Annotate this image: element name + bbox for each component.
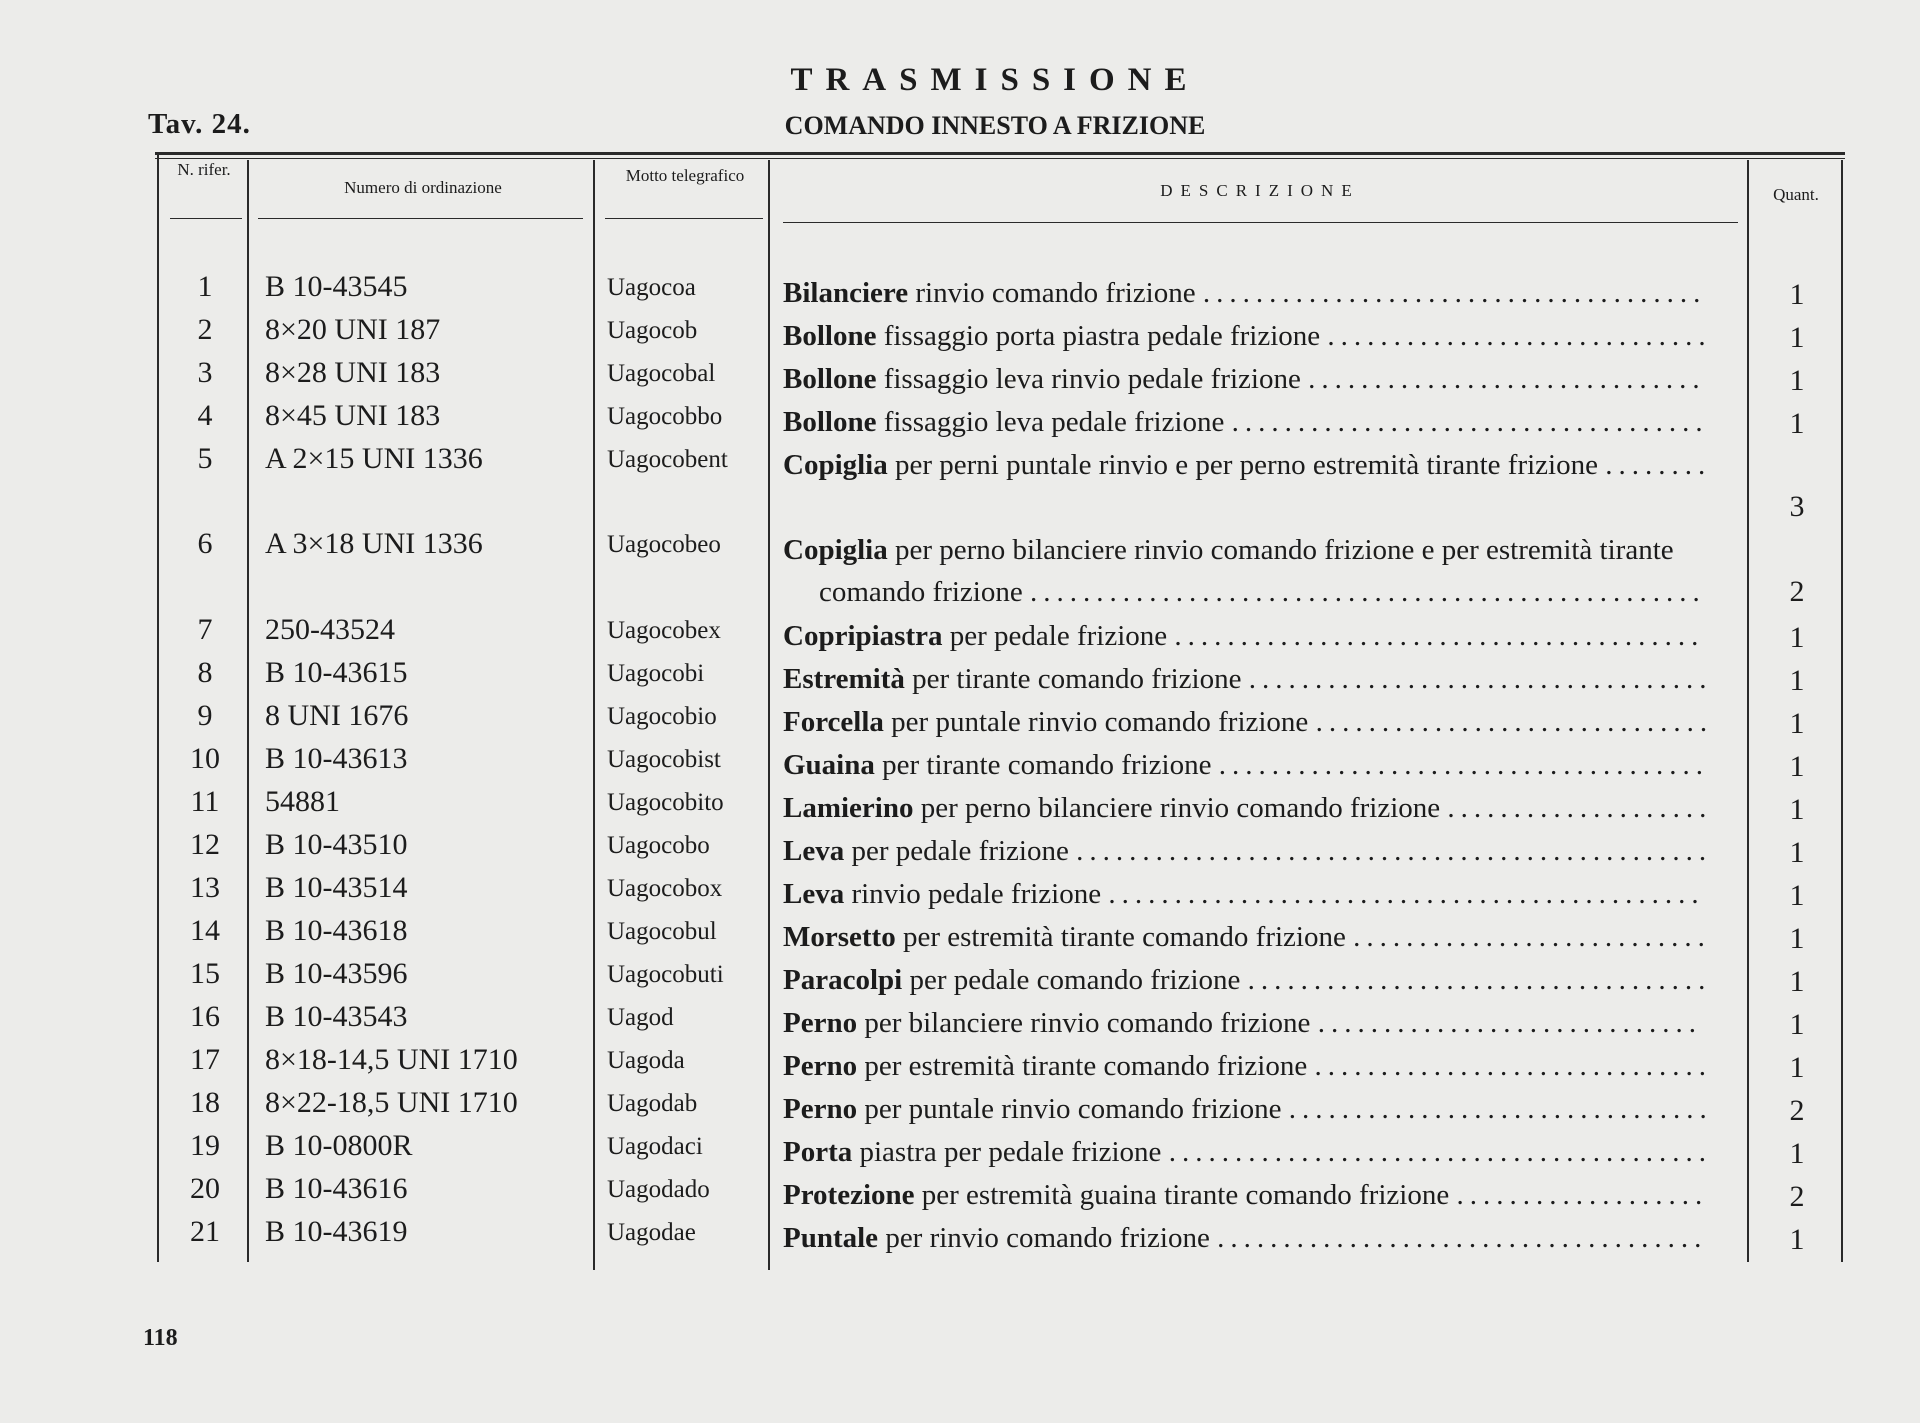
leader-dots: ............................. <box>1327 320 1712 352</box>
leader-dots: .................................... <box>1231 406 1709 438</box>
table-row <box>0 1043 1920 1085</box>
ref-number: 5 <box>197 442 213 475</box>
table-row <box>0 1215 1920 1257</box>
quantity: 1 <box>1789 407 1805 440</box>
part-name: Porta <box>783 1136 853 1168</box>
quantity: 1 <box>1789 278 1805 311</box>
table-row <box>0 313 1920 355</box>
ref-number: 11 <box>190 785 220 818</box>
part-detail: per pedale frizione <box>949 620 1168 652</box>
quantity: 1 <box>1789 364 1805 397</box>
quantity: 1 <box>1789 1008 1805 1041</box>
ref-number: 4 <box>197 399 213 432</box>
telegraph-code: Uagocobio <box>607 703 717 730</box>
ref-number: 16 <box>190 1000 220 1033</box>
order-number: B 10-43616 <box>265 1172 408 1205</box>
part-name: Paracolpi <box>783 964 903 996</box>
quantity: 1 <box>1789 965 1805 998</box>
order-number: B 10-43615 <box>265 656 408 689</box>
part-detail: per rinvio comando frizione <box>885 1222 1210 1254</box>
part-detail: per puntale rinvio comando frizione <box>864 1093 1282 1125</box>
telegraph-code: Uagocob <box>607 317 698 344</box>
leader-dots: .............................. <box>1314 1050 1712 1082</box>
table-row <box>0 871 1920 913</box>
order-number: B 10-43619 <box>265 1215 408 1248</box>
order-number: B 10-43545 <box>265 270 408 303</box>
ref-number: 18 <box>190 1086 220 1119</box>
leader-dots: ............................................. <box>1108 878 1705 910</box>
order-number: 8×22-18,5 UNI 1710 <box>265 1086 518 1119</box>
order-number: B 10-43618 <box>265 914 408 947</box>
telegraph-code: Uagodado <box>607 1176 710 1203</box>
part-detail: rinvio comando frizione <box>915 277 1196 309</box>
description <box>783 401 1727 443</box>
ref-number: 14 <box>190 914 220 947</box>
part-detail: per perno bilanciere rinvio comando frizione <box>920 792 1441 824</box>
order-number: A 3×18 UNI 1336 <box>265 527 483 560</box>
part-name: Perno <box>783 1050 858 1082</box>
quantity: 1 <box>1789 321 1805 354</box>
ref-number: 1 <box>197 270 213 303</box>
telegraph-code: Uagocobist <box>607 746 721 773</box>
leader-dots: ......................................... <box>1168 1136 1712 1168</box>
hdr-underline-3 <box>605 218 763 219</box>
table-top-rule <box>155 152 1845 155</box>
part-detail: per estremità tirante comando frizione <box>902 921 1346 953</box>
table-row <box>0 613 1920 655</box>
part-detail: per pedale comando frizione <box>909 964 1241 996</box>
leader-dots: ..................................... <box>1218 749 1709 781</box>
part-name: Bollone <box>783 406 877 438</box>
order-number: B 10-43510 <box>265 828 408 861</box>
quantity: 1 <box>1789 793 1805 826</box>
description <box>783 529 1727 613</box>
telegraph-code: Uagocobo <box>607 832 710 859</box>
leader-dots: ..................................... <box>1217 1222 1708 1254</box>
part-name: Copiglia <box>783 449 888 481</box>
ref-number: 2 <box>197 313 213 346</box>
order-number: B 10-0800R <box>265 1129 413 1162</box>
description <box>783 272 1727 314</box>
leader-dots: .............................. <box>1315 706 1714 738</box>
part-name: Copripiastra <box>783 620 943 652</box>
part-name: Leva <box>783 835 845 867</box>
col-header-ref: N. rifer. <box>177 160 231 179</box>
ref-number: 8 <box>197 656 213 689</box>
quantity: 1 <box>1789 836 1805 869</box>
description <box>783 358 1727 400</box>
description <box>783 916 1727 958</box>
quantity: 2 <box>1789 575 1805 608</box>
hdr-underline-4 <box>783 222 1738 223</box>
leader-dots: ................................... <box>1248 663 1713 695</box>
table-row <box>0 1086 1920 1128</box>
col-header-order: Numero di ordinazione <box>344 178 502 197</box>
ref-number: 21 <box>190 1215 220 1248</box>
part-name: Morsetto <box>783 921 896 953</box>
telegraph-code: Uagod <box>607 1004 674 1031</box>
page-title: TRASMISSIONE <box>790 62 1200 98</box>
ref-number: 10 <box>190 742 220 775</box>
quantity: 1 <box>1789 1051 1805 1084</box>
leader-dots: ...................................... <box>1202 277 1707 309</box>
part-detail: rinvio pedale frizione <box>851 878 1102 910</box>
part-name: Perno <box>783 1093 858 1125</box>
part-name: Lamierino <box>783 792 914 824</box>
telegraph-code: Uagocobent <box>607 446 728 473</box>
col-header-desc: DESCRIZIONE <box>1160 181 1360 200</box>
part-detail: per estremità guaina tirante comando frizione <box>921 1179 1450 1211</box>
part-name: Guaina <box>783 749 875 781</box>
description <box>783 444 1727 486</box>
telegraph-code: Uagocobul <box>607 918 717 945</box>
telegraph-code: Uagocobito <box>607 789 724 816</box>
description <box>783 1045 1727 1087</box>
quantity: 1 <box>1789 1137 1805 1170</box>
quantity: 2 <box>1789 1094 1805 1127</box>
description <box>783 1217 1727 1259</box>
table-row <box>0 1000 1920 1042</box>
ref-number: 9 <box>197 699 213 732</box>
quantity: 1 <box>1789 879 1805 912</box>
order-number: 54881 <box>265 785 340 818</box>
order-number: A 2×15 UNI 1336 <box>265 442 483 475</box>
ref-number: 13 <box>190 871 220 904</box>
table-row <box>0 742 1920 784</box>
order-number: B 10-43596 <box>265 957 408 990</box>
plate-label: Tav. 24. <box>148 108 251 140</box>
part-detail: per puntale rinvio comando frizione <box>891 706 1309 738</box>
leader-dots: ........................................ <box>1174 620 1705 652</box>
description <box>783 830 1727 872</box>
ref-number: 3 <box>197 356 213 389</box>
part-name: Protezione <box>783 1179 915 1211</box>
part-detail: fissaggio leva rinvio pedale frizione <box>883 363 1301 395</box>
quantity: 1 <box>1789 621 1805 654</box>
description <box>783 1174 1727 1216</box>
telegraph-code: Uagodae <box>607 1219 696 1246</box>
part-detail: per pedale frizione <box>851 835 1069 867</box>
order-number: 8×28 UNI 183 <box>265 356 441 389</box>
description <box>783 315 1727 357</box>
ref-number: 20 <box>190 1172 220 1205</box>
table-row <box>0 527 1920 608</box>
part-name: Bollone <box>783 320 877 352</box>
hdr-underline-2 <box>258 218 583 219</box>
part-name: Puntale <box>783 1222 879 1254</box>
leader-dots: ............................. <box>1317 1007 1702 1039</box>
leader-dots: ........................... <box>1353 921 1711 953</box>
telegraph-code: Uagodaci <box>607 1133 703 1160</box>
telegraph-code: Uagocobal <box>607 360 716 387</box>
order-number: 8×18-14,5 UNI 1710 <box>265 1043 518 1076</box>
telegraph-code: Uagoda <box>607 1047 685 1074</box>
order-number: B 10-43613 <box>265 742 408 775</box>
telegraph-code: Uagocobi <box>607 660 705 687</box>
part-detail: per perni puntale rinvio e per perno estremità tirante frizione <box>895 449 1598 481</box>
order-number: B 10-43514 <box>265 871 408 904</box>
order-number: B 10-43543 <box>265 1000 408 1033</box>
table-row <box>0 699 1920 741</box>
part-detail: fissaggio leva pedale frizione <box>883 406 1225 438</box>
description <box>783 1002 1727 1044</box>
table-row <box>0 785 1920 827</box>
page-subtitle: COMANDO INNESTO A FRIZIONE <box>784 111 1206 140</box>
part-name: Copiglia <box>783 534 888 566</box>
quantity: 1 <box>1789 750 1805 783</box>
telegraph-code: Uagocobbo <box>607 403 723 430</box>
order-number: 250-43524 <box>265 613 395 646</box>
quantity: 1 <box>1789 922 1805 955</box>
description <box>783 1131 1727 1173</box>
table-row <box>0 828 1920 870</box>
quantity: 3 <box>1789 490 1805 523</box>
telegraph-code: Uagodab <box>607 1090 698 1117</box>
telegraph-code: Uagocobeo <box>607 531 721 558</box>
part-detail: per tirante comando frizione <box>882 749 1212 781</box>
table-row <box>0 1172 1920 1214</box>
description <box>783 744 1727 786</box>
description <box>783 701 1727 743</box>
ref-number: 15 <box>190 957 220 990</box>
part-name: Bollone <box>783 363 877 395</box>
part-detail: per perno bilanciere rinvio comando frizione e per estremità tirante comando frizione <box>819 534 1674 608</box>
part-detail: per bilanciere rinvio comando frizione <box>864 1007 1311 1039</box>
telegraph-code: Uagocobuti <box>607 961 724 988</box>
table-row <box>0 1129 1920 1171</box>
description <box>783 959 1727 1001</box>
part-detail: fissaggio porta piastra pedale frizione <box>883 320 1321 352</box>
description <box>783 1088 1727 1130</box>
hdr-underline-1 <box>170 218 242 219</box>
table-row <box>0 957 1920 999</box>
table-row <box>0 442 1920 523</box>
part-name: Perno <box>783 1007 858 1039</box>
col-header-qty: Quant. <box>1773 185 1819 204</box>
leader-dots: ................................ <box>1288 1093 1713 1125</box>
leader-dots: ................................................ <box>1076 835 1713 867</box>
ref-number: 6 <box>197 527 213 560</box>
order-number: 8×20 UNI 187 <box>265 313 441 346</box>
leader-dots: .................... <box>1447 792 1713 824</box>
ref-number: 17 <box>190 1043 220 1076</box>
description <box>783 658 1727 700</box>
quantity: 1 <box>1789 1223 1805 1256</box>
part-detail: per tirante comando frizione <box>912 663 1242 695</box>
table-row <box>0 270 1920 312</box>
leader-dots: .............................. <box>1308 363 1706 395</box>
ref-number: 7 <box>197 613 213 646</box>
part-detail: per estremità tirante comando frizione <box>864 1050 1308 1082</box>
part-name: Forcella <box>783 706 884 738</box>
quantity: 1 <box>1789 707 1805 740</box>
table-row <box>0 914 1920 956</box>
part-name: Bilanciere <box>783 277 909 309</box>
table-row <box>0 356 1920 398</box>
telegraph-code: Uagocobox <box>607 875 723 902</box>
table-row <box>0 399 1920 441</box>
order-number: 8 UNI 1676 <box>265 699 409 732</box>
ref-number: 19 <box>190 1129 220 1162</box>
table-top-rule-thin <box>155 158 1845 159</box>
part-detail: piastra per pedale frizione <box>859 1136 1162 1168</box>
quantity: 2 <box>1789 1180 1805 1213</box>
telegraph-code: Uagocobex <box>607 617 721 644</box>
part-name: Estremità <box>783 663 905 695</box>
order-number: 8×45 UNI 183 <box>265 399 441 432</box>
col-header-motto: Motto telegrafico <box>625 166 745 185</box>
table-row <box>0 656 1920 698</box>
leader-dots: ................................... <box>1247 964 1712 996</box>
telegraph-code: Uagocoa <box>607 274 696 301</box>
description <box>783 873 1727 915</box>
leader-dots: ................................................... <box>1029 576 1706 608</box>
description <box>783 787 1727 829</box>
leader-dots: ................... <box>1456 1179 1709 1211</box>
page-number: 118 <box>143 1325 178 1351</box>
description <box>783 615 1727 657</box>
leader-dots: ........ <box>1605 449 1712 481</box>
part-name: Leva <box>783 878 845 910</box>
ref-number: 12 <box>190 828 220 861</box>
quantity: 1 <box>1789 664 1805 697</box>
